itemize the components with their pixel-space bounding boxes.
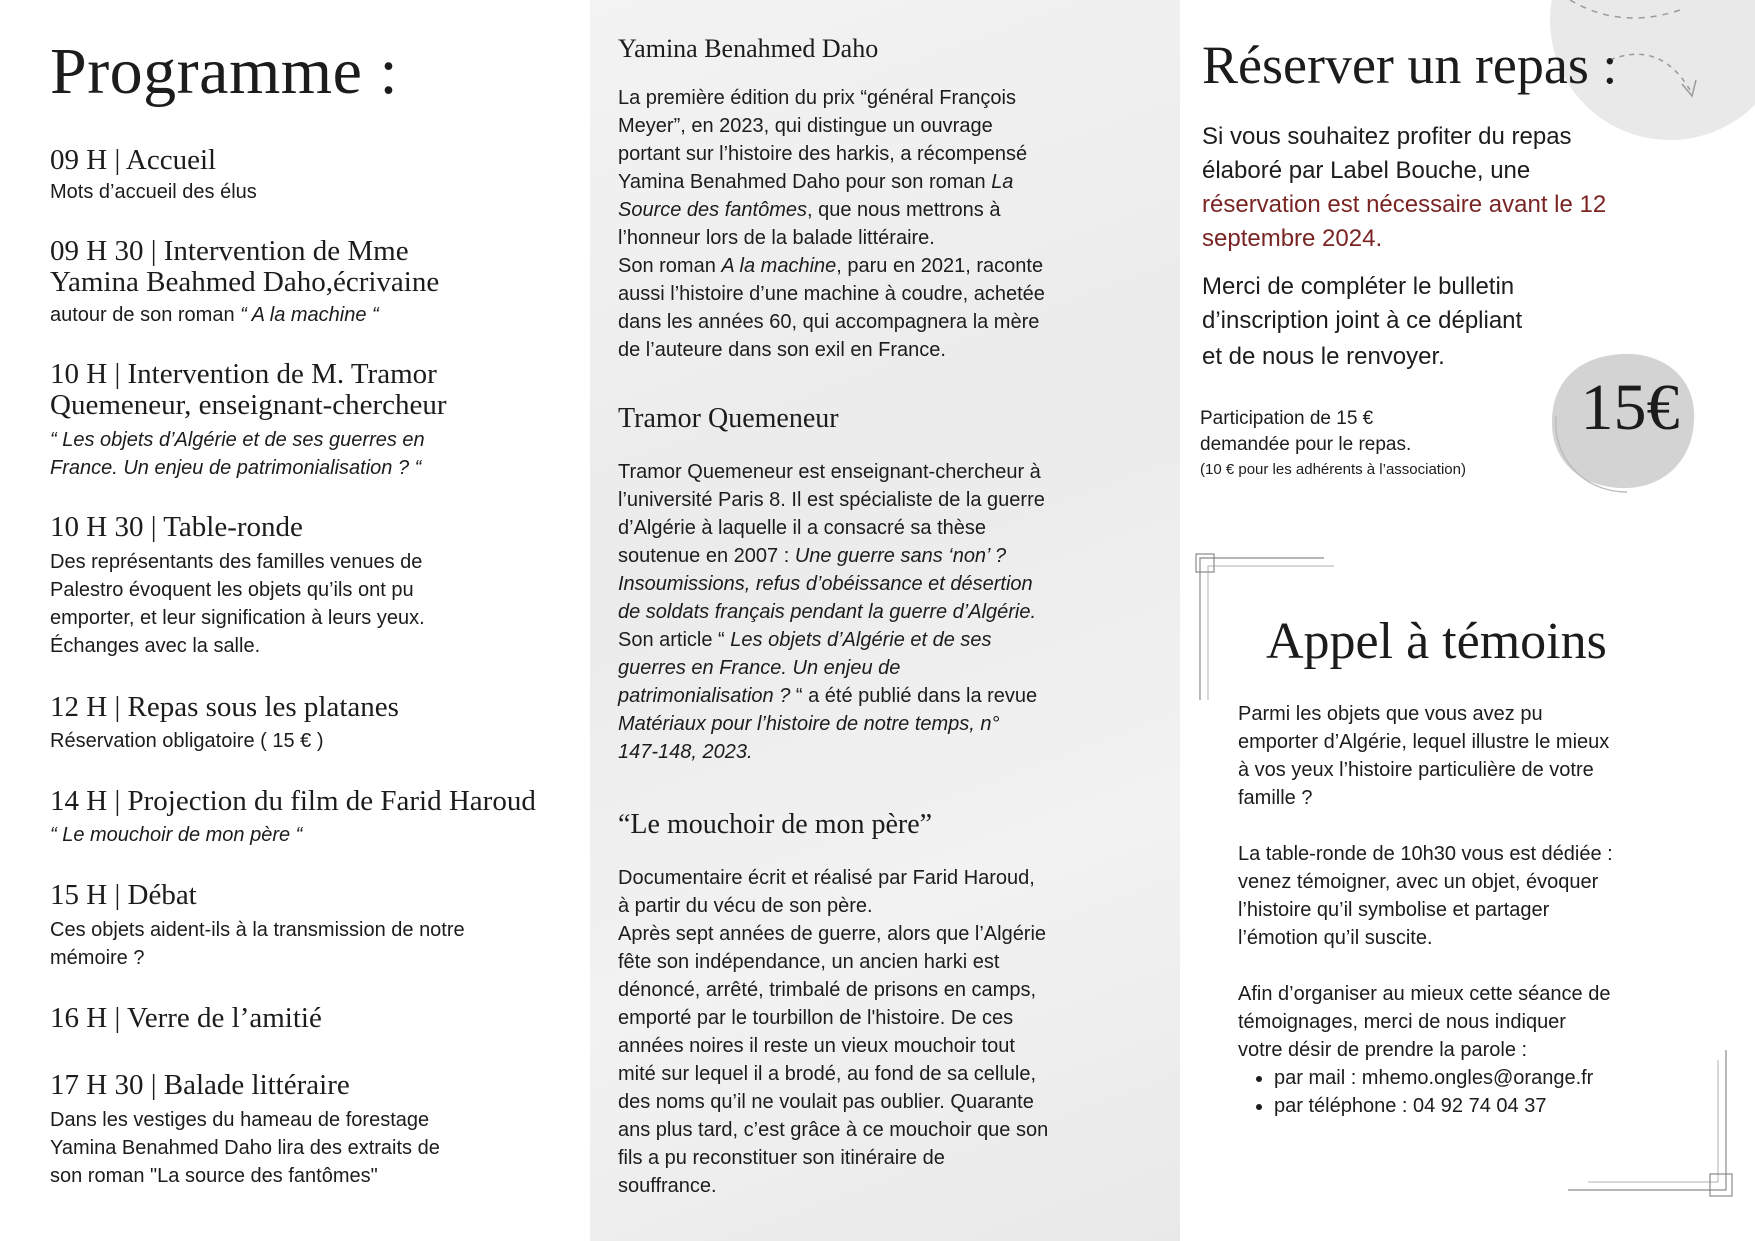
tramor-text-7-it: Les objets d’Algérie et de ses [730,629,992,651]
participation-2: demandée pour le repas. [1200,434,1412,455]
appel-text-b1: La table-ronde de 10h30 vous est dédiée : [1238,843,1613,865]
yamina-text-5-post: , que nous mettrons à [807,199,1001,221]
frame-corner-bottom-icon [1568,1050,1743,1205]
item-yamina-desc-pre: autour de son roman [50,304,241,326]
price-value: 15€ [1580,371,1680,444]
appel-text-c2: témoignages, merci de nous indiquer [1238,1011,1566,1033]
tramor-text-7-pre: Son article “ [618,629,731,651]
item-accueil-title: 09 H | Accueil [50,144,217,176]
tramor-text-9-it: patrimonialisation ? [618,685,791,707]
tramor-text-5: Insoumissions, refus d’obéissance et désertion [618,573,1033,595]
item-table-ronde-desc-2: Palestro évoquent les objets qu’ils ont pu [50,579,414,601]
reservation-column [1180,0,1755,1241]
appel-text-b3: l’histoire qu’il symbolise et partager [1238,899,1550,921]
appel-text-a4: famille ? [1238,787,1313,809]
item-accueil-desc: Mots d’accueil des élus [50,181,257,203]
item-tramor-desc-1: “ Les objets d’Algérie et de ses guerres en [50,429,425,451]
appel-text-c1: Afin d’organiser au mieux cette séance de [1238,983,1611,1005]
item-debat-desc-2: mémoire ? [50,947,145,969]
film-text-8: mité sur lequel il a brodé, au fond de sa cellule, [618,1063,1037,1085]
film-text-12: souffrance. [618,1175,717,1197]
repas-title: Réserver un repas : [1202,35,1618,95]
tramor-text-9 [618,682,1037,710]
yamina-text-4-it: La [991,171,1014,193]
film-heading: “Le mouchoir de mon père” [618,809,933,840]
item-balade-title: 17 H 30 | Balade littéraire [50,1069,350,1101]
appel-text-a1: Parmi les objets que vous avez pu [1238,703,1543,725]
yamina-text-7-post: , paru en 2021, raconte [836,255,1044,277]
appel-text-b4: l’émotion qu’il suscite. [1238,927,1433,949]
tramor-text-1: Tramor Quemeneur est enseignant-chercheur à [618,461,1041,483]
repas-text-5: Merci de compléter le bulletin [1202,273,1515,300]
yamina-text-2: Meyer”, en 2023, qui distingue un ouvrage [618,115,993,137]
item-verre-title: 16 H | Verre de l’amitié [50,1002,322,1034]
tramor-text-4-pre: soutenue en 2007 : [618,545,795,567]
yamina-text-4 [618,168,1013,196]
item-table-ronde-desc-3: emporter, et leur signification à leurs yeux. [50,607,425,629]
item-yamina-desc-book: “ A la machine “ [240,304,379,326]
film-text-11: fils a pu reconstituer son itinéraire de [618,1147,945,1169]
item-table-ronde-desc-1: Des représentants des familles venues de [50,551,423,573]
tramor-text-8: guerres en France. Un enjeu de [618,657,901,679]
item-yamina-title-1: 09 H 30 | Intervention de Mme [50,235,409,267]
yamina-text-3: portant sur l’histoire des harkis, a récompensé [618,143,1028,165]
film-text-5: dénoncé, arrêté, trimbalé de prisons en camps, [618,979,1036,1001]
repas-deadline-1: réservation est nécessaire avant le 12 [1202,191,1607,218]
participation-1: Participation de 15 € [1200,408,1374,429]
item-table-ronde-desc-4: Échanges avec la salle. [50,635,261,657]
item-table-ronde-title: 10 H 30 | Table-ronde [50,511,303,543]
appel-text-b2: venez témoigner, avec un objet, évoquer [1238,871,1599,893]
yamina-text-9: dans les années 60, qui accompagnera la mère [618,311,1040,333]
item-projection-desc: “ Le mouchoir de mon père “ [50,824,303,846]
yamina-text-7 [618,252,1043,280]
repas-deadline-2: septembre 2024. [1202,225,1383,252]
yamina-text-8: aussi l’histoire d’une machine à coudre, achetée [618,283,1045,305]
repas-text-6: d’inscription joint à ce dépliant [1202,307,1523,334]
film-text-2: à partir du vécu de son père. [618,895,873,917]
item-tramor-title-1: 10 H | Intervention de M. Tramor [50,358,437,390]
yamina-text-7-pre: Son roman [618,255,722,277]
item-yamina-desc [50,301,379,329]
item-balade-desc-3: son roman "La source des fantômes" [50,1165,378,1187]
film-text-4: fête son indépendance, un ancien harki est [618,951,1000,973]
programme-title: Programme : [50,35,399,108]
item-balade-desc-2: Yamina Benahmed Daho lira des extraits de [50,1137,440,1159]
programme-column [0,0,590,1241]
tramor-text-7 [618,626,992,654]
appel-title: Appel à témoins [1266,613,1607,670]
film-text-9: des noms qu’il ne voulait pas oublier. Quarante [618,1091,1034,1113]
tramor-text-9-post: “ a été publié dans la revue [790,685,1038,707]
tramor-text-2: l’université Paris 8. Il est spécialiste de la guerre [618,489,1045,511]
yamina-heading: Yamina Benahmed Daho [618,34,879,63]
appel-text-c3: votre désir de prendre la parole : [1238,1039,1528,1061]
item-repas-desc: Réservation obligatoire ( 15 € ) [50,730,324,752]
item-tramor-title-2: Quemeneur, enseignant-chercheur [50,389,447,421]
film-text-6: emporté par le tourbillon de l'histoire. De ces [618,1007,1014,1029]
details-column [590,0,1180,1241]
yamina-text-1: La première édition du prix “général François [618,87,1016,109]
participation-note: (10 € pour les adhérents à l’association) [1200,461,1466,478]
tramor-text-10: Matériaux pour l’histoire de notre temps, n° [618,713,1000,735]
tramor-text-11: 147-148, 2023. [618,741,753,763]
contact-list [1238,1064,1593,1120]
item-balade-desc-1: Dans les vestiges du hameau de forestage [50,1109,430,1131]
tramor-text-4 [618,542,1006,570]
yamina-text-5-it: Source des fantômes [618,199,807,221]
item-repas-title: 12 H | Repas sous les platanes [50,691,399,723]
appel-text-a3: à vos yeux l’histoire particulière de votre [1238,759,1594,781]
film-text-10: ans plus tard, c’est grâce à ce mouchoir que son [618,1119,1049,1141]
tramor-text-3: d’Algérie à laquelle il a consacré sa thèse [618,517,986,539]
repas-text-1: Si vous souhaitez profiter du repas [1202,123,1572,150]
film-text-3: Après sept années de guerre, alors que l’Algérie [618,923,1047,945]
yamina-text-7-it: A la machine [721,255,837,277]
film-text-1: Documentaire écrit et réalisé par Farid Haroud, [618,867,1035,889]
item-projection-title: 14 H | Projection du film de Farid Haroud [50,785,536,817]
tramor-heading: Tramor Quemeneur [618,403,839,434]
item-debat-desc-1: Ces objets aident-ils à la transmission de notre [50,919,465,941]
contact-phone[interactable]: • par téléphone : 04 92 74 04 37 [1274,1092,1593,1120]
repas-text-7: et de nous le renvoyer. [1202,343,1445,370]
tramor-text-6: de soldats français pendant la guerre d’Algérie. [618,601,1037,623]
film-text-7: années noires il reste un vieux mouchoir tout [618,1035,1015,1057]
contact-mail[interactable]: • par mail : mhemo.ongles@orange.fr [1274,1064,1593,1092]
yamina-text-10: de l’auteure dans son exil en France. [618,339,946,361]
item-tramor-desc-2: France. Un enjeu de patrimonialisation ? “ [50,457,422,479]
item-debat-title: 15 H | Débat [50,879,197,911]
yamina-text-4-pre: Yamina Benahmed Daho pour son roman [618,171,992,193]
tramor-text-4-it: Une guerre sans ‘non’ ? [794,545,1007,567]
yamina-text-5 [618,196,1000,224]
yamina-text-6: l’honneur lors de la balade littéraire. [618,227,935,249]
appel-text-a2: emporter d’Algérie, lequel illustre le mieux [1238,731,1610,753]
item-yamina-title-2: Yamina Beahmed Daho,écrivaine [50,266,440,298]
repas-text-2: élaboré par Label Bouche, une [1202,157,1531,184]
